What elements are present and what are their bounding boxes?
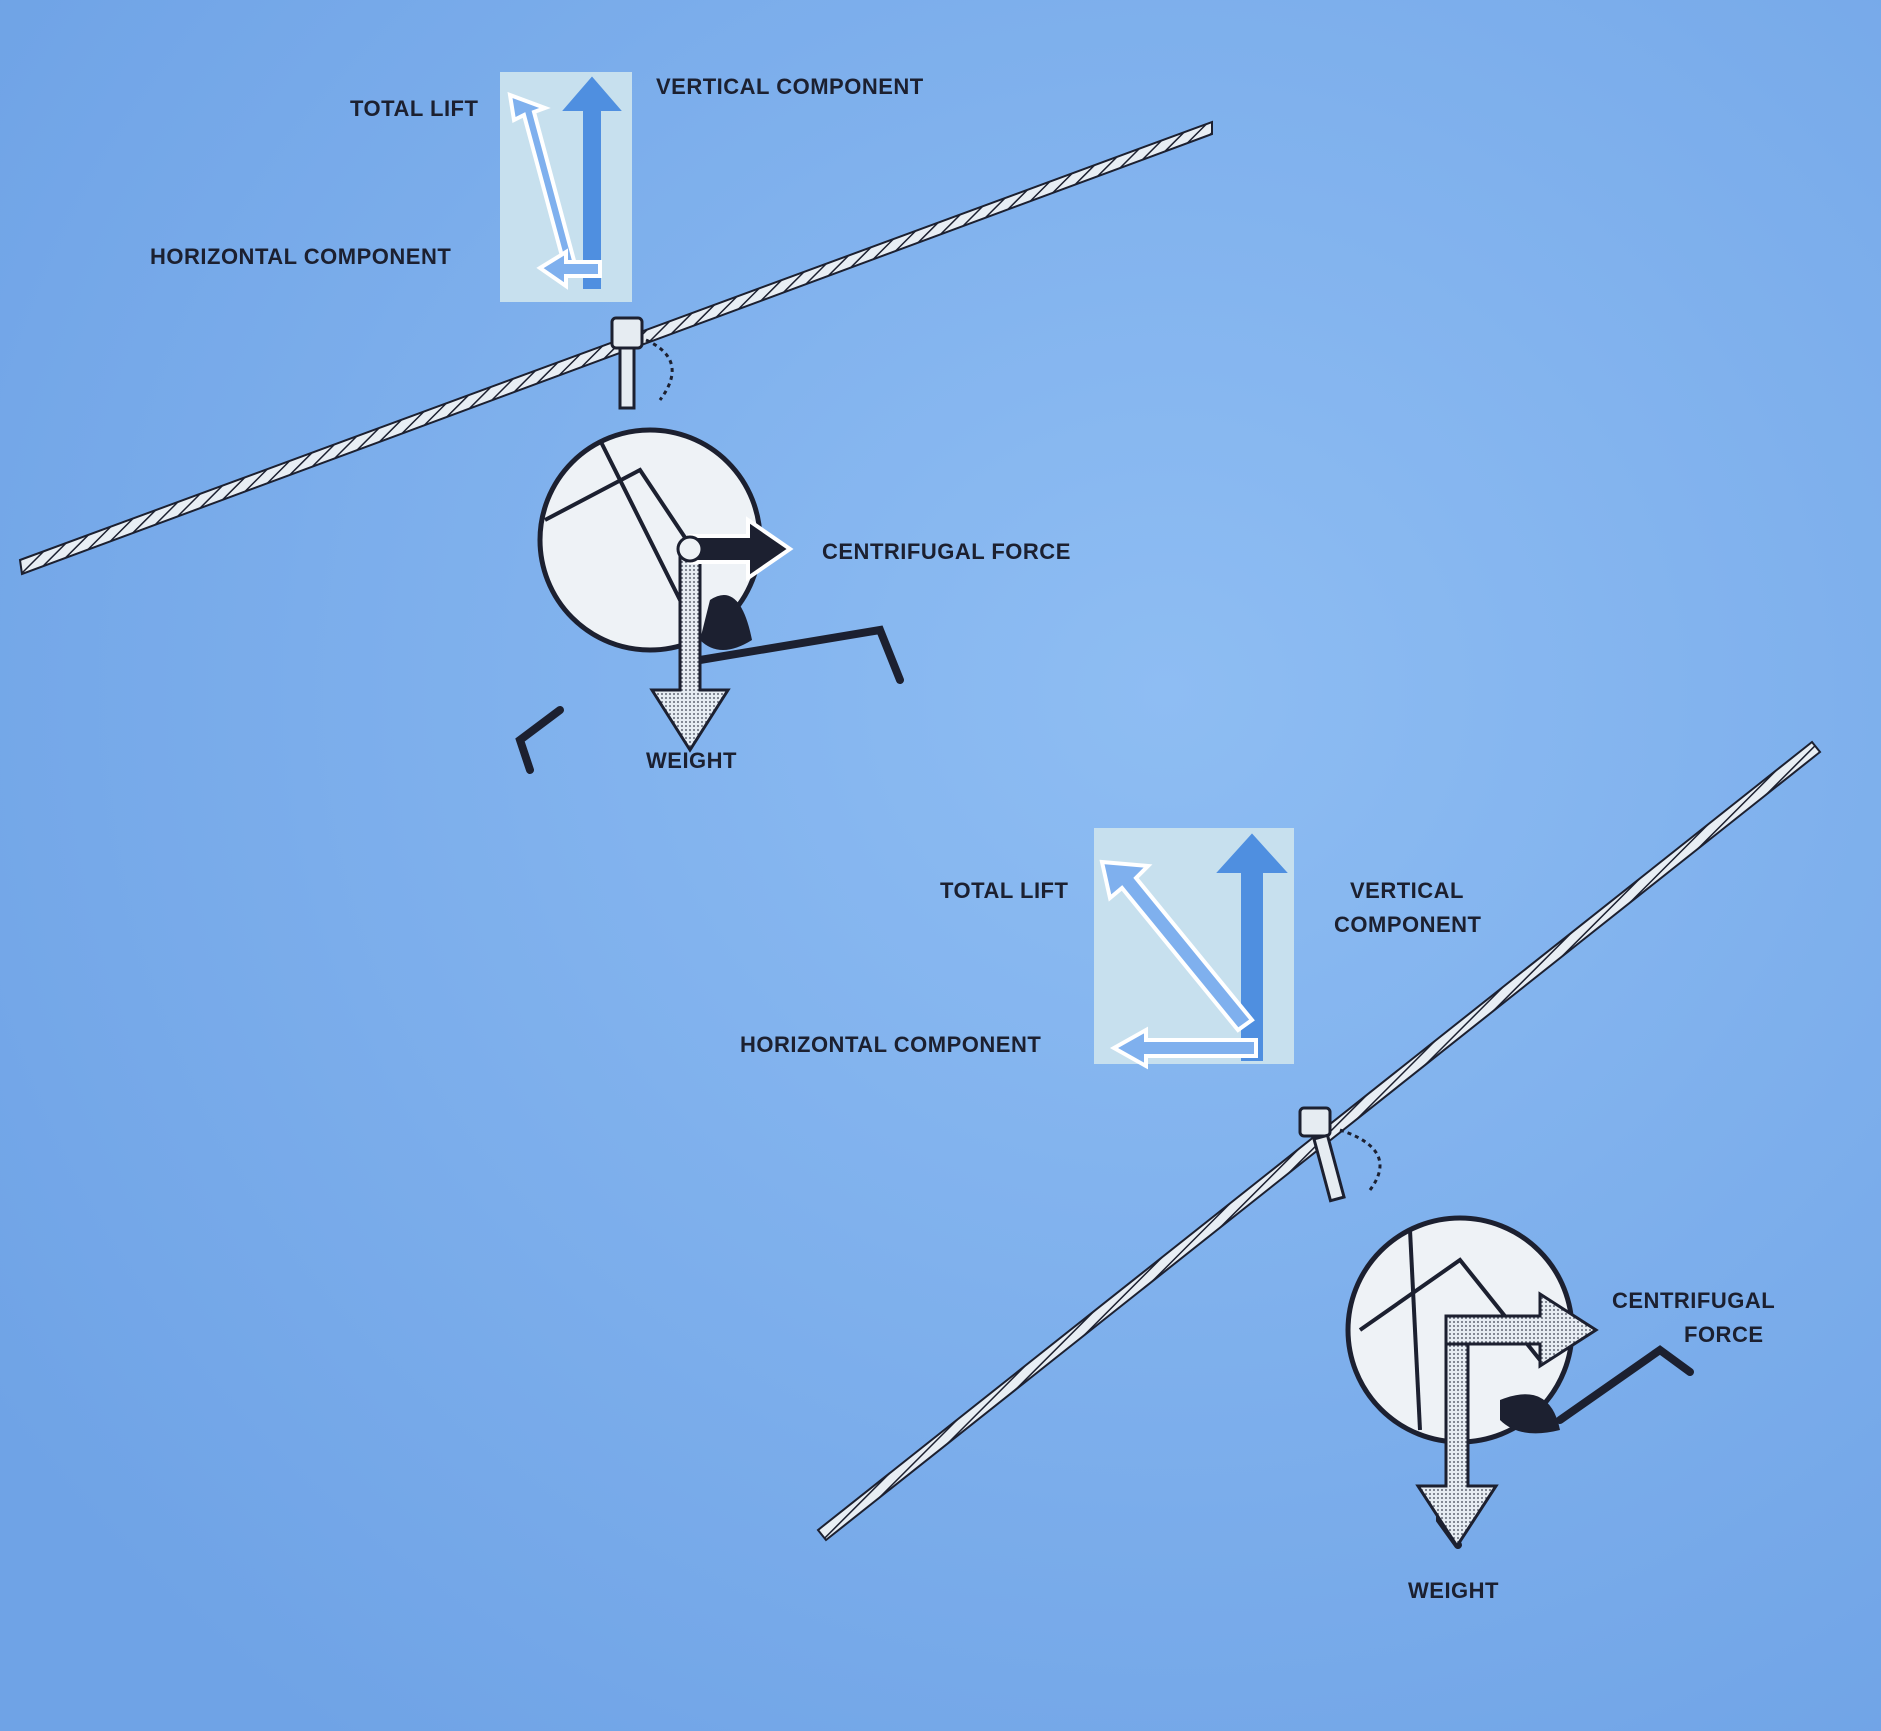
bottom-label-centrifugal-line1: CENTRIFUGAL [1612, 1288, 1776, 1313]
top-label-horizontal-component: HORIZONTAL COMPONENT [150, 244, 452, 269]
bottom-label-vertical-line1: VERTICAL [1350, 878, 1464, 903]
bottom-label-vertical-line2: COMPONENT [1334, 912, 1482, 937]
bottom-label-centrifugal-line2: FORCE [1684, 1322, 1764, 1347]
bottom-label-total-lift: TOTAL LIFT [940, 878, 1069, 903]
top-label-total-lift: TOTAL LIFT [350, 96, 479, 121]
top-rotor-mast [620, 348, 634, 408]
top-label-vertical-component: VERTICAL COMPONENT [656, 74, 924, 99]
bottom-rotor-hub [1300, 1108, 1330, 1136]
top-label-weight: WEIGHT [646, 748, 737, 773]
bottom-label-horizontal-component: HORIZONTAL COMPONENT [740, 1032, 1042, 1057]
bottom-label-weight: WEIGHT [1408, 1578, 1499, 1603]
top-label-centrifugal-force: CENTRIFUGAL FORCE [822, 539, 1071, 564]
top-rotor-hub [612, 318, 642, 348]
